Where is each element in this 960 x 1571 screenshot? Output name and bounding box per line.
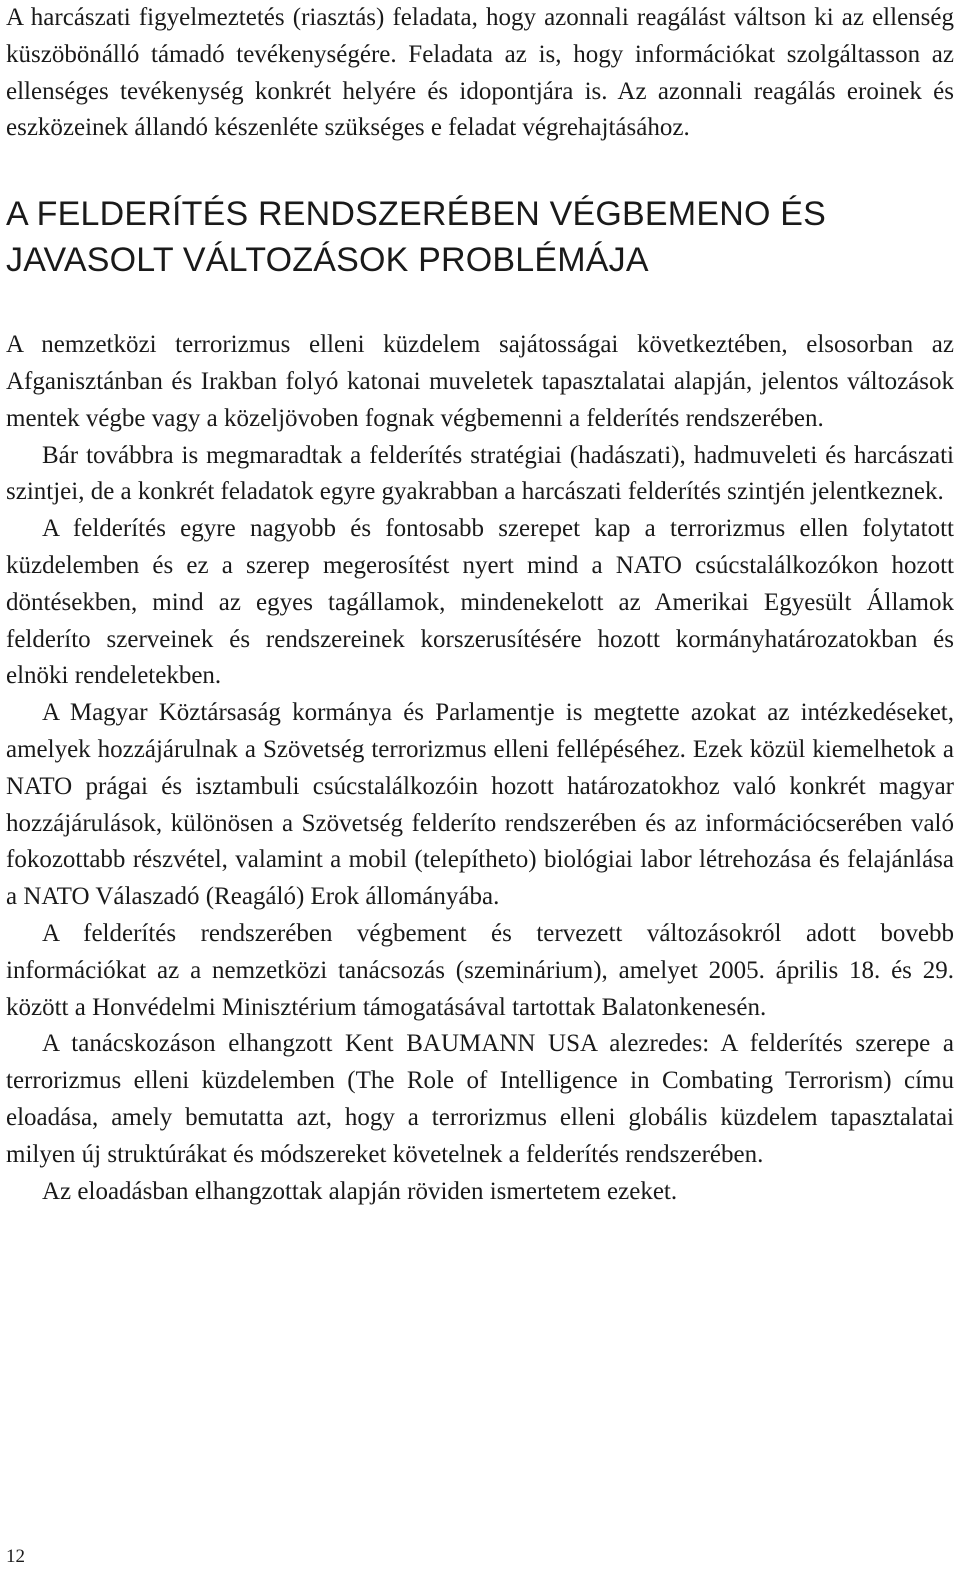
body-paragraph-6: A tanácskozáson elhangzott Kent BAUMANN USA alezredes: A felderítés szerepe a terrorizmus elleni küzdelemben (The Role of Intelligence in Combating Terrorism) címu eloadása, amely bemutatta azt, hogy a terrorizmus elleni globális küzdelem tapasztalatai milyen új struktúrákat és módszereket követelnek a felderítés rendszerében. <box>6 1030 954 1168</box>
intro-paragraph: A harcászati figyelmeztetés (riasztás) feladata, hogy azonnali reagálást váltson ki az ellenség küszöbönálló támadó tevékenységére. Feladata az is, hogy információkat szolgáltasson az ellenséges tevékenység konkrét helyére és idopontjára is. Az azonnali reagálás eroinek és eszközeinek állandó készenléte szükséges e feladat végrehajtásához. <box>6 4 954 142</box>
body-paragraph-4: A Magyar Köztársaság kormánya és Parlamentje is megtette azokat az intézkedéseket, amelyek hozzájárulnak a Szövetség terrorizmus elleni fellépéséhez. Ezek közül kiemelhetok a NATO prágai és isztambuli csúcstalálkozóin hozott határozatokhoz való konkrét magyar hozzájárulások, különösen a Szövetség felderíto rendszerében és az információcserében való fokozottabb részvétel, valamint a mobil (telepítheto) biológiai labor létrehozása és felajánlása a NATO Válaszadó (Reagáló) Erok állományába. <box>6 699 954 911</box>
document-page <box>6 0 954 1210</box>
body-paragraph-5: A felderítés rendszerében végbement és tervezett változásokról adott bovebb információkat az a nemzetközi tanácsozás (szeminárium), amelyet 2005. április 18. és 29. között a Honvédelmi Minisztérium támogatásával tartottak Balatonkenesén. <box>6 919 954 1021</box>
page-number: 12 <box>6 1546 25 1567</box>
section-heading: A FELDERÍTÉS RENDSZERÉBEN VÉGBEMENO ÉS JAVASOLT VÁLTOZÁSOK PROBLÉMÁJA <box>6 195 827 280</box>
body-paragraph-3: A felderítés egyre nagyobb és fontosabb szerepet kap a terrorizmus ellen folytatott küzdelemben és ez a szerep megerosítést nyert mind a NATO csúcstalálkozókon hozott döntésekben, mind az egyes tagállamok, mindenekelott az Amerikai Egyesült Államok felderíto szerveinek és rendszereinek korszerusítésére hozott kormányhatározatokban és elnöki rendeletekben. <box>6 515 954 690</box>
body-paragraph-1: A nemzetközi terrorizmus elleni küzdelem sajátosságai következtében, elsosorban az Afganisztánban és Irakban folyó katonai muveletek tapasztalatai alapján, jelentos változások mentek végbe vagy a közeljövoben fognak végbemenni a felderítés rendszerében. <box>6 331 954 432</box>
body-paragraph-7: Az eloadásban elhangzottak alapján röviden ismertetem ezeket. <box>42 1177 678 1205</box>
body-paragraph-2: Bár továbbra is megmaradtak a felderítés stratégiai (hadászati), hadmuveleti és harcászati szintjei, de a konkrét feladatok egyre gyakrabban a harcászati felderítés szintjén jelentkeznek. <box>6 441 954 506</box>
